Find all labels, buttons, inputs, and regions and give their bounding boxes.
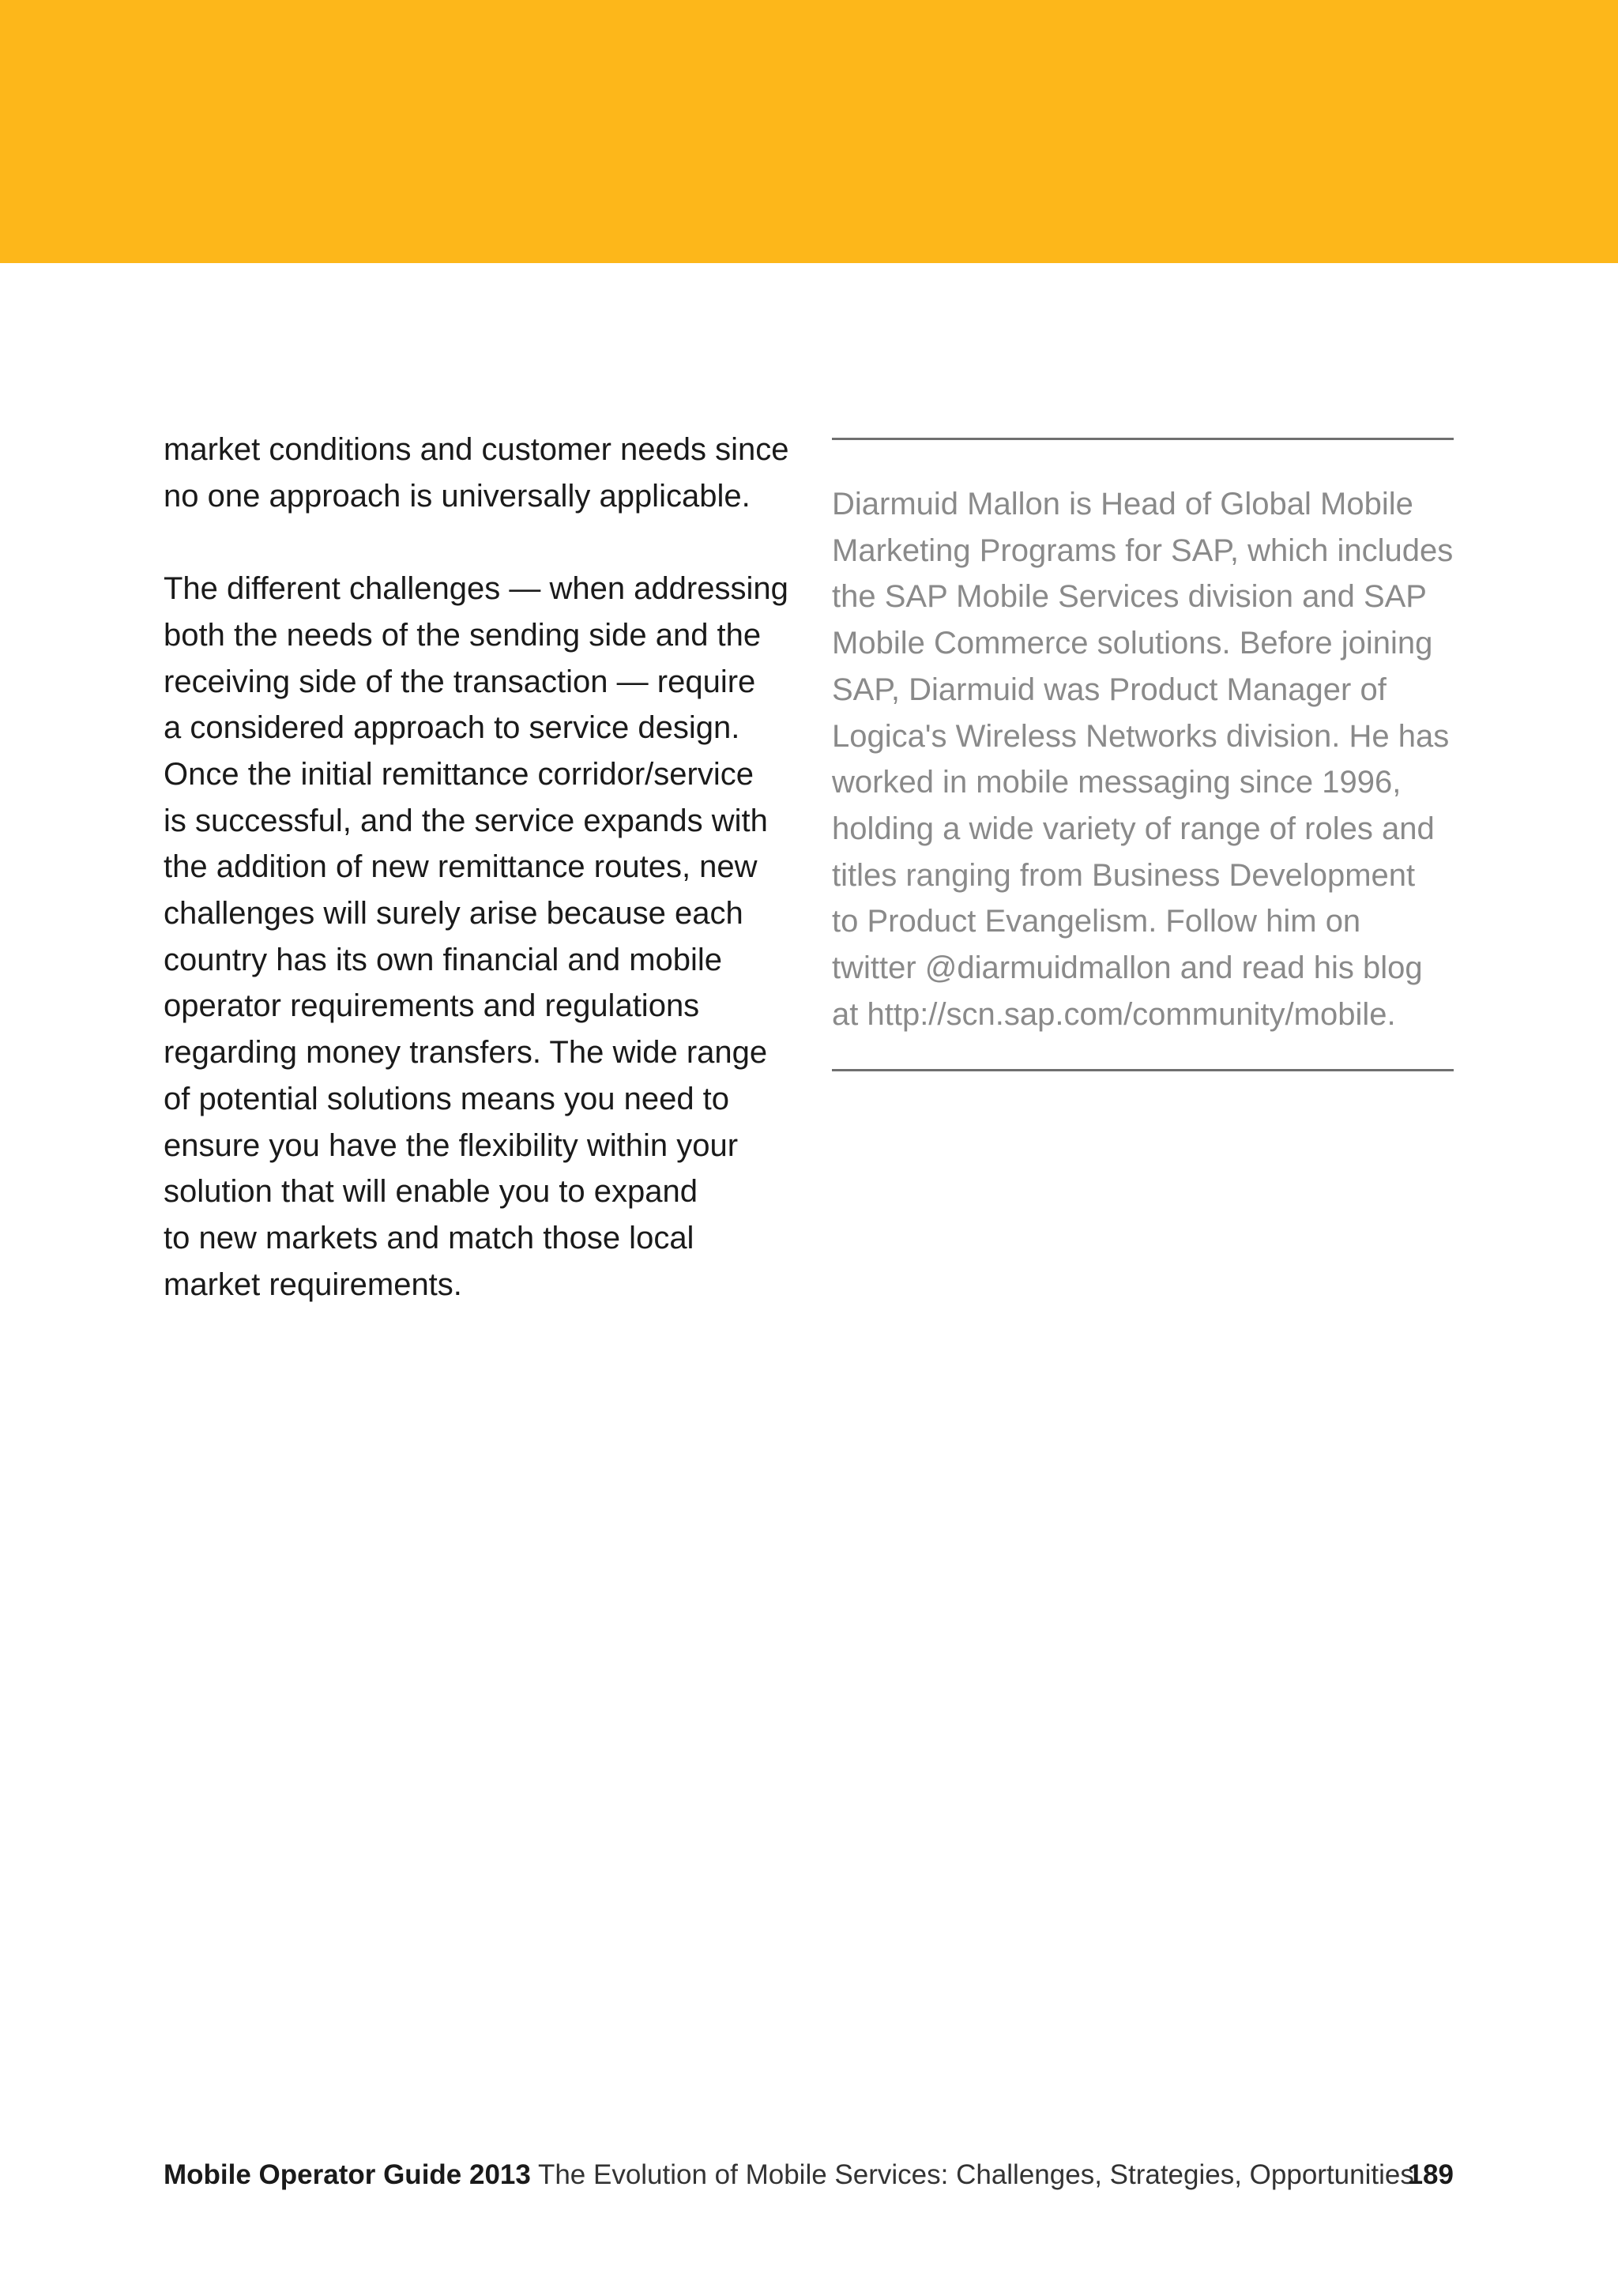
text-line: receiving side of the transaction — require [164,664,756,699]
bio-line: at http://scn.sap.com/community/mobile. [832,996,1396,1032]
text-line: to new markets and match those local [164,1220,694,1255]
bio-line: Diarmuid Mallon is Head of Global Mobile [832,487,1413,521]
text-line: ensure you have the flexibility within your [164,1127,739,1163]
bio-line: titles ranging from Business Development [832,857,1416,893]
text-line: The different challenges — when addressing [164,571,788,607]
text-line: is successful, and the service expands with [164,803,768,838]
page-number: 189 [1407,2159,1454,2190]
paragraph-2 [164,566,803,1308]
guide-title: Mobile Operator Guide 2013 [164,2159,531,2190]
top-color-band [0,0,1618,263]
bio-line: Mobile Commerce solutions. Before joining [832,626,1433,661]
page-footer [164,2155,1454,2195]
bio-line: SAP, Diarmuid was Product Manager of [832,672,1387,707]
text-line: market conditions and customer needs since [164,432,789,467]
bio-line: to Product Evangelism. Follow him on [832,904,1361,939]
text-line: country has its own financial and mobile [164,942,723,977]
paragraph-1 [164,427,803,519]
text-line: of potential solutions means you need to [164,1081,730,1116]
bio-line: twitter @diarmuidmallon and read his blog [832,950,1423,986]
main-text-column [164,427,803,1308]
text-line: a considered approach to service design. [164,710,740,746]
text-line: Once the initial remittance corridor/service [164,756,754,792]
author-bio-box [832,438,1454,1071]
bio-top-rule [832,438,1454,440]
text-line: challenges will surely arise because each [164,896,743,932]
guide-subtitle: The Evolution of Mobile Services: Challenges, Strategies, Opportunities [537,2159,1414,2190]
bio-line: worked in mobile messaging since 1996, [832,765,1402,800]
text-line: regarding money transfers. The wide range [164,1035,768,1071]
bio-bottom-rule [832,1069,1454,1071]
bio-line: holding a wide variety of range of roles and [832,811,1435,846]
bio-line: Logica's Wireless Networks division. He has [832,718,1450,754]
text-line: the addition of new remittance routes, new [164,849,758,885]
author-bio-text [832,481,1454,1037]
text-line: solution that will enable you to expand [164,1174,698,1210]
bio-line: the SAP Mobile Services division and SAP [832,579,1427,615]
text-line: operator requirements and regulations [164,988,700,1024]
text-line: both the needs of the sending side and the [164,617,762,653]
text-line: no one approach is universally applicable. [164,478,751,514]
text-line: market requirements. [164,1267,462,1302]
bio-line: Marketing Programs for SAP, which includes [832,533,1454,568]
